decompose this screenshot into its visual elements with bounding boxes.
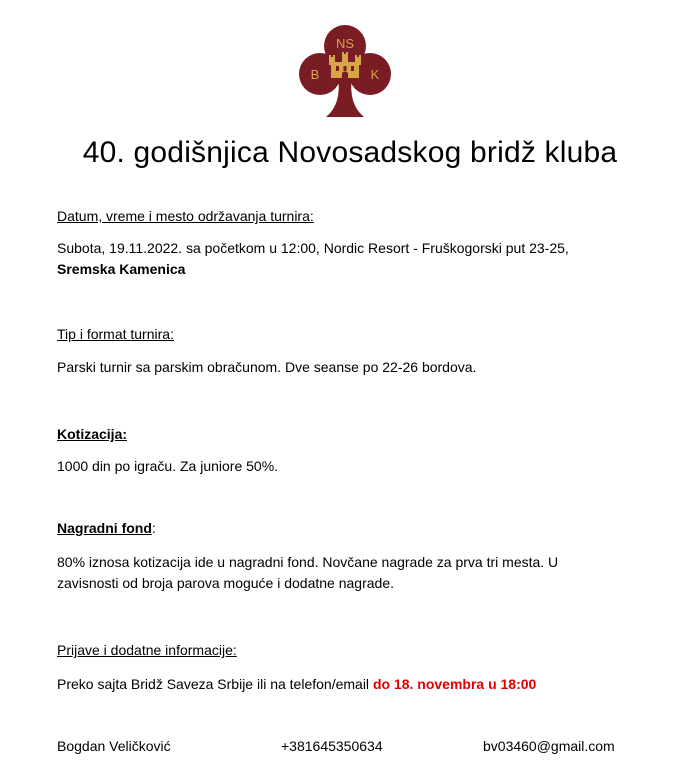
datum-heading-text: Datum, vreme i mesto održavanja turnira: (57, 208, 314, 224)
logo-text-ns: NS (335, 36, 355, 51)
prijave-heading-text: Prijave i dodatne informacije: (57, 642, 237, 658)
prijave-deadline: do 18. novembra u 18:00 (372, 676, 537, 692)
tip-body (57, 357, 657, 378)
datum-text: Subota, 19.11.2022. sa početkom u 12:00, Nordic Resort - Fruškogorski put 23-25, (57, 240, 569, 256)
datum-heading (57, 206, 657, 227)
nagradni-line-1: 80% iznosa kotizacija ide u nagradni fond. Novčane nagrade za prva tri mesta. U (57, 554, 559, 570)
page-title: 40. godišnjica Novosadskog bridž kluba (82, 136, 618, 169)
club-logo (298, 24, 392, 118)
contact-email[interactable]: bv03460@gmail.com (483, 738, 615, 754)
prijave-body (57, 674, 657, 695)
contact-phone[interactable]: +381645350634 (281, 738, 383, 754)
tip-heading-text: Tip i format turnira: (57, 326, 174, 342)
prijave-heading (57, 640, 657, 661)
nagradni-line-2: zavisnosti od broja parova moguće i dodatne nagrade. (57, 575, 394, 591)
kotizacija-heading-text: Kotizacija: (57, 426, 128, 442)
tip-text: Parski turnir sa parskim obračunom. Dve seanse po 22-26 bordova. (57, 359, 477, 375)
nagradni-body (57, 552, 657, 594)
datum-body (57, 238, 657, 280)
datum-location-bold: Sremska Kamenica (57, 261, 186, 277)
kotizacija-text: 1000 din po igraču. Za juniore 50%. (57, 458, 279, 474)
nagradni-heading-colon: : (151, 520, 156, 536)
kotizacija-body (57, 456, 657, 477)
kotizacija-heading (57, 424, 657, 445)
nagradni-heading (57, 518, 657, 539)
prijave-text: Preko sajta Bridž Saveza Srbije ili na telefon/email (57, 676, 373, 692)
logo-text-b: B (310, 67, 320, 82)
nagradni-heading-text: Nagradni fond (57, 520, 152, 536)
contact-name: Bogdan Veličković (57, 738, 171, 754)
tip-heading (57, 324, 657, 345)
logo-text-k: K (370, 67, 380, 82)
